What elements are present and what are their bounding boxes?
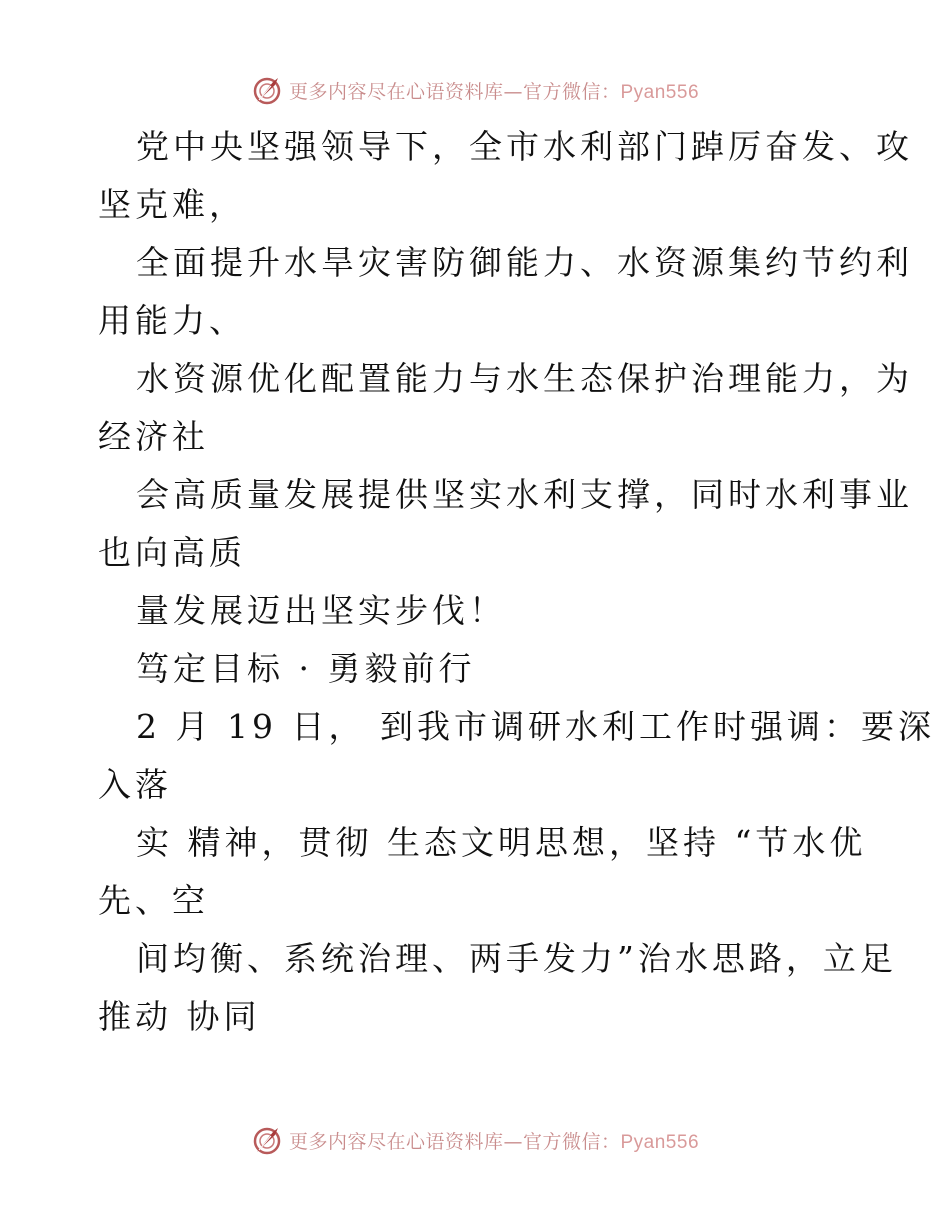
body-text-line: 入落	[98, 765, 172, 804]
body-text-line: 全面提升水旱灾害防御能力、水资源集约节约利	[136, 243, 913, 282]
body-text-line: 实 精神，贯彻 生态文明思想，坚持 “节水优	[136, 823, 867, 862]
watermark-text: 更多内容尽在心语资料库—官方微信：Pyan556	[288, 1130, 700, 1153]
body-text-line: 会高质量发展提供坚实水利支撑，同时水利事业	[136, 475, 913, 514]
header-watermark	[0, 72, 950, 108]
watermark-text: 更多内容尽在心语资料库—官方微信：Pyan556	[288, 80, 700, 103]
quill-seal-icon	[251, 74, 283, 106]
body-text-line: 2 月 19 日， 到我市调研水利工作时强调：要深	[136, 707, 935, 746]
body-text-line: 间均衡、系统治理、两手发力”治水思路，立足	[136, 939, 897, 978]
body-text-line: 用能力、	[98, 301, 246, 340]
body-text-line: 经济社	[98, 417, 209, 456]
body-text-line: 坚克难，	[98, 185, 246, 224]
body-text-line: 也向高质	[98, 533, 246, 572]
body-text-line: 党中央坚强领导下，全市水利部门踔厉奋发、攻	[136, 127, 913, 166]
document-body	[98, 118, 935, 1046]
quill-seal-icon	[251, 1124, 283, 1156]
body-text-line: 笃定目标 · 勇毅前行	[136, 649, 476, 688]
footer-watermark	[0, 1122, 950, 1158]
body-text-line: 先、空	[98, 881, 209, 920]
body-text-line: 水资源优化配置能力与水生态保护治理能力，为	[136, 359, 913, 398]
body-text-line: 量发展迈出坚实步伐！	[136, 591, 506, 630]
body-text-line: 推动 协同	[98, 997, 261, 1036]
